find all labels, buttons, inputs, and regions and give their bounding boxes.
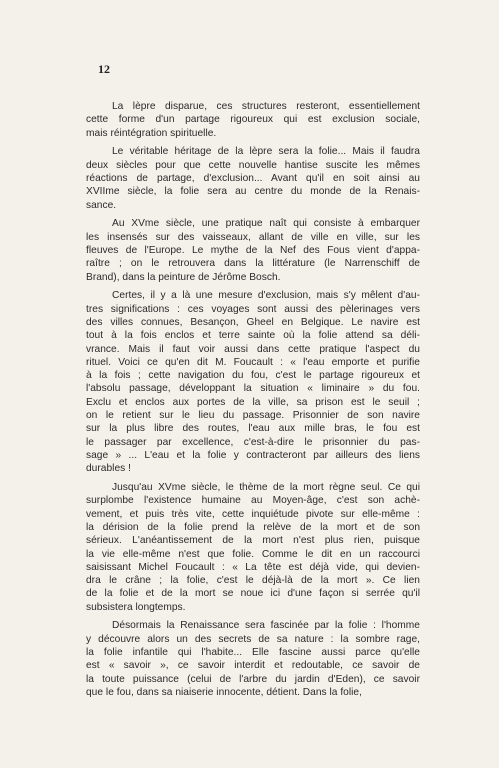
text-line: sur la plus libre des routes, l'eau aux mille bras, le fou est [86, 423, 420, 435]
text-line: l'absolu passage, développant la situation « liminaire » du fou. [86, 383, 420, 395]
text-line: Le véritable héritage de la lèpre sera la folie... Mais il faudra [112, 146, 420, 158]
text-line: la vie elle-même n'est que folie. Comme le dit en un raccourci [86, 548, 420, 560]
text-line: on le retient sur le lieu du passage. Prisonnier de son navire [86, 410, 420, 422]
text-line: le passager par excellence, c'est-à-dire le prisonnier du pas- [86, 436, 420, 448]
text-line: mais réintégration spirituelle. [86, 127, 217, 139]
text-line: Exclu et enclos aux portes de la ville, sa prison est le seuil ; [86, 396, 420, 408]
text-line: réactions de partage, d'exclusion... Avant qu'il en soit ainsi au [86, 172, 420, 184]
text-line: sage » ... L'eau et la folie y contracteront par ailleurs des liens [86, 449, 420, 461]
text-line: surplombe l'existence humaine au Moyen-âge, c'est son achè- [86, 495, 420, 507]
paragraph [86, 145, 420, 211]
text-line: vement, et puis très vite, cette inquiétude pivote sur elle-même : [86, 508, 420, 520]
text-line: deux siècles pour que cette nouvelle hantise suscite les mêmes [86, 159, 420, 171]
body-text [86, 100, 420, 705]
text-line: saisissant Michel Foucault : « La tête est déjà vide, qui devien- [86, 561, 420, 573]
text-line: sérieux. L'anéantissement de la mort n'est plus rien, puisque [86, 535, 420, 547]
text-line: sance. [86, 199, 117, 211]
text-line: vrance. Mais il faut voir aussi dans cette pratique l'aspect du [86, 343, 420, 355]
text-line: tout à la fois enclos et terre sainte où la folie attend sa déli- [86, 330, 420, 342]
text-line: la folie infantile qui l'habite... Elle fascine aussi parce qu'elle [86, 647, 420, 659]
page-number: 12 [98, 62, 110, 76]
text-line: Jusqu'au XVme siècle, le thème de la mort règne seul. Ce qui [112, 482, 420, 494]
text-line: à la fois ; cette navigation du fou, c'est le partage rigoureux et [86, 370, 420, 382]
text-line: raître ; on le retrouvera dans la littérature (le Narrenschiff de [86, 258, 420, 270]
text-line: la toute puissance (celui de l'arbre du jardin d'Eden), ce savoir [86, 673, 420, 685]
text-line: Certes, il y a là une mesure d'exclusion, mais s'y mêlent d'au- [112, 290, 420, 302]
text-line: XVIIme siècle, la folie sera au centre du monde de la Renais- [86, 186, 420, 198]
text-line: subsistera longtemps. [86, 601, 186, 613]
paragraph [86, 619, 420, 699]
text-line: durables ! [86, 463, 131, 475]
text-line: la dérision de la folie prend la relève de la mort et de son [86, 521, 420, 533]
text-line: Brand), dans la peinture de Jérôme Bosch. [86, 271, 281, 283]
text-line: des villes connues, Besançon, Gheel en Belgique. Le navire est [86, 316, 420, 328]
text-line: La lèpre disparue, ces structures resteront, essentiellement [112, 101, 420, 112]
text-line: que le fou, dans sa niaiserie innocente, détient. Dans la folie, [86, 686, 362, 698]
text-line: tres significations : ces voyages sont aussi des pèlerinages vers [86, 303, 420, 315]
text-line: dra le crâne ; la folie, c'est le déjà-là de la mort ». Ce lien [86, 575, 420, 587]
paragraph [86, 289, 420, 475]
text-line: y découvre alors un des secrets de sa nature : la sombre rage, [86, 633, 420, 645]
text-line: les insensés sur des vaisseaux, allant de ville en ville, sur les [86, 231, 420, 243]
text-line: Au XVme siècle, une pratique naît qui consiste à embarquer [112, 218, 420, 230]
text-line: est « savoir », ce savoir interdit et redoutable, ce savoir de [86, 660, 420, 672]
paragraph [86, 481, 420, 614]
paragraph [86, 217, 420, 283]
paragraph [86, 100, 420, 140]
text-line: rituel. Voici ce qu'en dit M. Foucault : « l'eau emporte et purifie [86, 356, 420, 368]
text-line: cette forme d'un partage rigoureux qui est exclusion sociale, [86, 114, 420, 126]
text-line: de la folie et de la mort se noue ici d'une façon si serrée qu'il [86, 588, 420, 600]
text-line: fleuves de l'Europe. Le mythe de la Nef des Fous vient d'appa- [86, 244, 420, 256]
text-line: Désormais la Renaissance sera fascinée par la folie : l'homme [112, 620, 420, 632]
